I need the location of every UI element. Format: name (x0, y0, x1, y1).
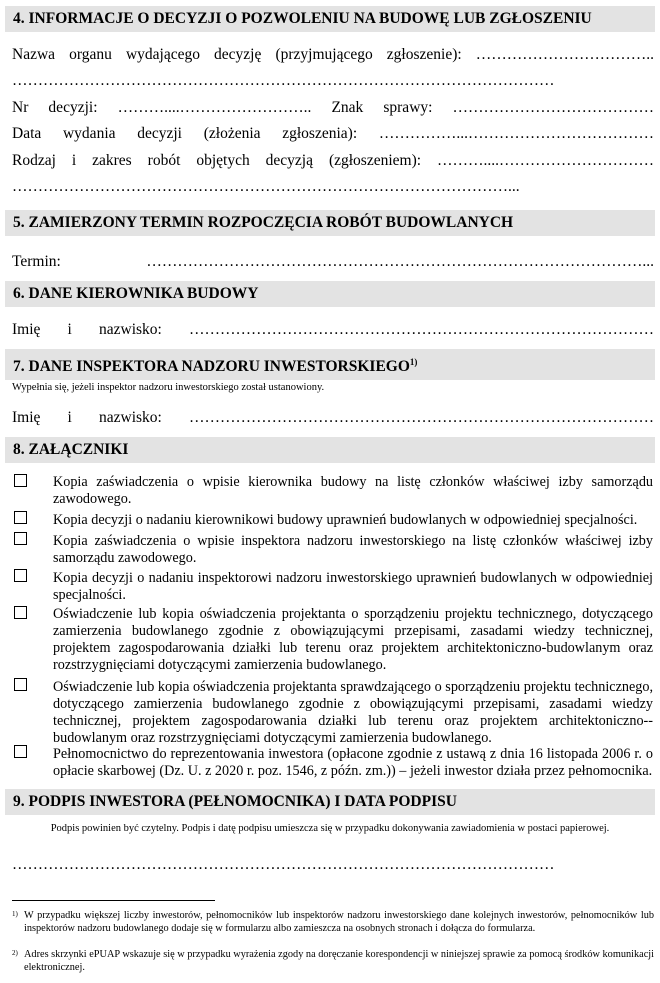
attachment-checkbox-1[interactable] (14, 474, 27, 487)
section-7-note: Wypełnia się, jeżeli inspektor nadzoru inwestorskiego został ustanowiony. (12, 382, 325, 393)
footnote-2-text: Adres skrzynki ePUAP wskazuje się w przypadku wyrażenia zgody na doręczanie korespondencji w niniejszej sprawie za pomocą środków komunikacji elektronicznej. (24, 949, 654, 973)
footnote-1-text: W przypadku większej liczby inwestorów, pełnomocników lub inspektorów nadzoru inwestorskiego dane kolejnych inwestorów, pełnomocników lub inspektorów nadzoru budowlanego dodaje się w formularzu albo zamieszcza na osobnych stronach i dołącza do formularza. (24, 910, 654, 934)
attachment-item-7: Pełnomocnictwo do reprezentowania inwestora (opłacone zgodnie z ustawą z dnia 16 listopada 2006 r. o opłacie skarbowej (Dz. U. z 2020 r. poz. 1546, z późn. zm.)) – jeżeli inwestor działa przez pełnomocnika. (53, 746, 653, 779)
termin-label: Termin: (12, 253, 61, 270)
inspektor-name-row[interactable] (12, 408, 654, 428)
organ-label: Nazwa organu wydającego decyzję (przyjmującego zgłoszenie): (12, 46, 462, 63)
attachment-checkbox-6[interactable] (14, 678, 27, 691)
attachment-checkbox-5[interactable] (14, 606, 27, 619)
attachment-item-1: Kopia zaświadczenia o wpisie kierownika budowy na listę członków właściwej izby samorządu zawodowego. (53, 474, 653, 507)
section-9-header: 9. PODPIS INWESTORA (PEŁNOMOCNIKA) I DATA PODPISU (5, 789, 655, 815)
nr-decyzji-label: Nr decyzji: (12, 99, 98, 116)
data-wydania-label: Data wydania decyzji (złożenia zgłoszenia): (12, 125, 358, 142)
attachment-checkbox-4[interactable] (14, 569, 27, 582)
attachment-checkbox-7[interactable] (14, 745, 27, 758)
attachment-item-3: Kopia zaświadczenia o wpisie inspektora nadzoru inwestorskiego na listę członków właściwej izby samorządu zawodowego. (53, 533, 653, 566)
section-7-title: 7. DANE INSPEKTORA NADZORU INWESTORSKIEGO (13, 358, 410, 375)
data-wydania-dots[interactable]: ……………...……………………………… (378, 125, 654, 142)
data-wydania-row[interactable] (12, 124, 654, 144)
nr-decyzji-row[interactable] (12, 98, 654, 118)
znak-sprawy-label: Znak sprawy: (331, 99, 433, 116)
inspektor-name-dots[interactable]: ……………………………………………………………………………… (189, 409, 654, 426)
nr-decyzji-dots[interactable]: ………....…………………….. (117, 99, 312, 116)
attachment-item-5: Oświadczenie lub kopia oświadczenia projektanta o sporządzeniu projektu technicznego, dotyczącego zamierzenia budowlanego zgodnie z obowiązującymi przepisami, zasadami wiedzy technicznej, projektem zagospodarowania działki lub terenu oraz projektem architektoniczno-budowlanym oraz rozstrzygnięciami dotyczącymi zamierzenia budowlanego. (53, 606, 653, 673)
attachment-item-4: Kopia decyzji o nadaniu inspektorowi nadzoru inwestorskiego uprawnień budowlanych w odpowiedniej specjalności. (53, 570, 653, 603)
section-4-header: 4. INFORMACJE O DECYZJI O POZWOLENIU NA BUDOWĘ LUB ZGŁOSZENIU (5, 6, 655, 32)
znak-sprawy-dots[interactable]: ………………………………… (452, 99, 654, 116)
footnote-1-number: 1) (12, 910, 18, 918)
footnote-2-number: 2) (12, 949, 18, 957)
attachment-checkbox-3[interactable] (14, 532, 27, 545)
footnote-separator (12, 900, 215, 901)
rodzaj-robot-line-2[interactable]: ……………………………………………………………………………………... (12, 178, 520, 195)
footnote-ref-1: 1) (409, 357, 418, 367)
attachment-item-6: Oświadczenie lub kopia oświadczenia projektanta sprawdzającego o sporządzeniu projektu technicznego, dotyczącego zamierzenia budowlanego zgodnie z obowiązującymi przepisami, zasadami wiedzy technicznej, projektem zagospodarowania działki lub terenu oraz projektem architektoniczno--budowlanym oraz rozstrzygnięciami dotyczącymi zamierzenia budowlanego. (53, 679, 653, 746)
attachment-item-2: Kopia decyzji o nadaniu kierownikowi budowy uprawnień budowlanych w odpowiedniej specjalności. (53, 512, 638, 528)
footnote-2 (12, 949, 654, 974)
kierownik-name-dots[interactable]: ……………………………………………………………………………… (189, 321, 654, 338)
rodzaj-robot-label: Rodzaj i zakres robót objętych decyzją (zgłoszeniem): (12, 152, 422, 169)
section-8-header: 8. ZAŁĄCZNIKI (5, 437, 655, 463)
kierownik-name-row[interactable] (12, 320, 654, 340)
signature-line[interactable]: …………………………………………………………………………………………… (12, 856, 555, 873)
termin-row[interactable] (12, 252, 654, 272)
attachment-checkbox-2[interactable] (14, 511, 27, 524)
inspektor-name-label: Imię i nazwisko: (12, 409, 162, 426)
organ-line-2[interactable]: …………………………………………………………………………………………… (12, 72, 555, 89)
section-6-header: 6. DANE KIEROWNIKA BUDOWY (5, 281, 655, 307)
section-9-note: Podpis powinien być czytelny. Podpis i datę podpisu umieszcza się w przypadku dokonywania zawiadomienia w postaci papierowej. (50, 823, 610, 834)
footnote-1 (12, 910, 654, 935)
organ-row[interactable] (12, 45, 654, 65)
section-7-header (5, 349, 655, 380)
rodzaj-robot-dots[interactable]: ………....………………………… (437, 152, 654, 169)
rodzaj-robot-row[interactable] (12, 151, 654, 171)
termin-dots[interactable]: ……………………………………………………………………………………... (146, 253, 654, 270)
kierownik-name-label: Imię i nazwisko: (12, 321, 162, 338)
section-5-header: 5. ZAMIERZONY TERMIN ROZPOCZĘCIA ROBÓT BUDOWLANYCH (5, 210, 655, 236)
organ-dots[interactable]: …………………………….. (475, 46, 654, 63)
